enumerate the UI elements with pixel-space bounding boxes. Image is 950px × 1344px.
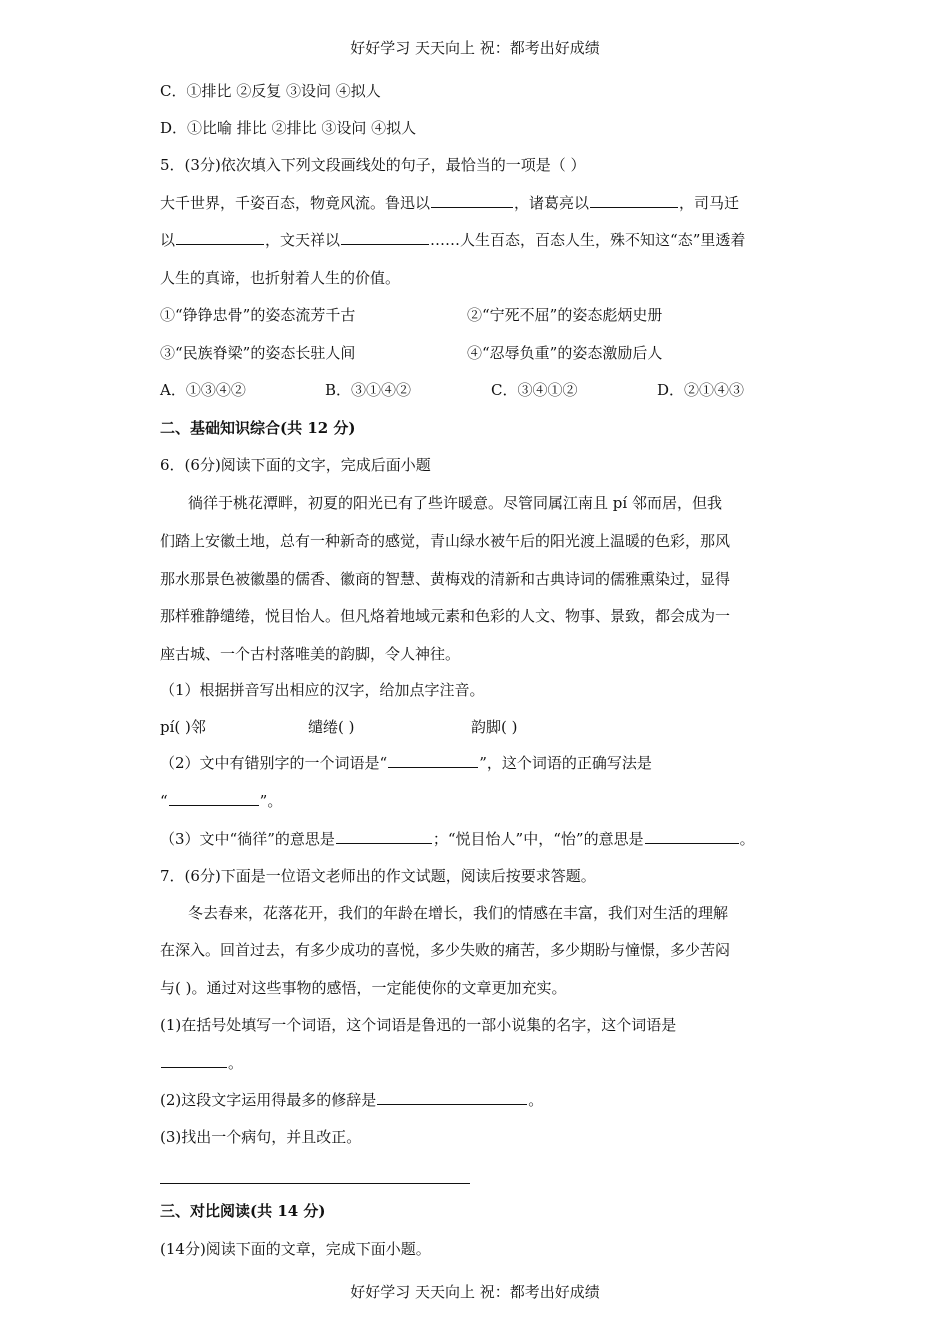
q6-text: ”，这个词语的正确写法是: [479, 754, 652, 772]
q4-option-d: D．①比喻 排比 ②排比 ③设问 ④拟人: [160, 119, 417, 137]
q6-pinyin-blank-3[interactable]: 韵脚( ): [471, 718, 518, 736]
q6-sub-2-line-2: [160, 791, 282, 811]
q6-text: ”。: [259, 792, 283, 810]
answer-blank[interactable]: [590, 193, 678, 208]
q5-choice-a[interactable]: A．①③④②: [160, 381, 246, 399]
q5-choice-d[interactable]: D．②①④③: [657, 381, 745, 399]
q7-passage-line-2: 在深入。回首过去，有多少成功的喜悦，多少失败的痛苦，多少期盼与憧憬，多少苦闷: [160, 941, 731, 959]
q6-passage-line-5: 座古城、一个古村落唯美的韵脚，令人神往。: [160, 645, 461, 663]
q5-paragraph-line-2: [160, 230, 745, 250]
q7-answer-line[interactable]: [160, 1183, 470, 1184]
q5-text: ，诸葛亮以: [514, 194, 590, 212]
q6-passage-line-4: 那样雅静缱绻，悦目怡人。但凡烙着地域元素和色彩的人文、物事、景致，都会成为一: [160, 607, 731, 625]
answer-blank[interactable]: [645, 829, 739, 844]
q6-passage-line-1: 徜徉于桃花潭畔，初夏的阳光已有了些许暖意。尽管同属江南且 pí 邻而居，但我: [188, 494, 722, 512]
q6-pinyin-blank-1[interactable]: pí( )邻: [160, 718, 206, 736]
q7-text: (2)这段文字运用得最多的修辞是: [160, 1091, 377, 1109]
q5-text: ，文天祥以: [265, 231, 341, 249]
q5-paragraph-line-1: [160, 193, 739, 213]
section-3-title: 三、对比阅读(共 14 分): [160, 1202, 326, 1220]
q5-choice-c[interactable]: C．③④①②: [491, 381, 578, 399]
page-header: 好好学习 天天向上 祝：都考出好成绩: [350, 39, 600, 57]
q5-text: ……人生百态，百态人生，殊不知这“态”里透着: [430, 231, 746, 249]
answer-blank[interactable]: [431, 193, 513, 208]
q5-item-3: ③“民族脊梁”的姿态长驻人间: [160, 344, 356, 362]
q7-sub-1-answer: [160, 1053, 243, 1073]
q7-sub-2: [160, 1090, 543, 1110]
q8-stem: (14分)阅读下面的文章，完成下面小题。: [160, 1240, 431, 1258]
q6-passage-line-2: 们踏上安徽土地，总有一种新奇的感觉，青山绿水被午后的阳光渡上温暖的色彩，那风: [160, 532, 731, 550]
answer-blank[interactable]: [169, 791, 259, 806]
q7-sub-3: (3)找出一个病句，并且改正。: [160, 1128, 362, 1146]
q5-text: ，司马迁: [679, 194, 740, 212]
q6-text: ；“悦目怡人”中，“怡”的意思是: [432, 830, 644, 848]
q5-stem: 5．(3分)依次填入下列文段画线处的句子，最恰当的一项是（ ）: [160, 156, 586, 174]
q5-item-4: ④“忍辱负重”的姿态激励后人: [467, 344, 663, 362]
q6-text: 。: [739, 830, 755, 848]
section-2-title: 二、基础知识综合(共 12 分): [160, 419, 356, 437]
q5-text: 大千世界，千姿百态，物竟风流。鲁迅以: [160, 194, 431, 212]
q6-text: （3）文中“徜徉”的意思是: [160, 830, 335, 848]
q6-stem: 6．(6分)阅读下面的文字，完成后面小题: [160, 456, 431, 474]
answer-blank[interactable]: [176, 230, 264, 245]
q7-passage-line-3: 与( )。通过对这些事物的感悟，一定能使你的文章更加充实。: [160, 979, 567, 997]
page-footer: 好好学习 天天向上 祝：都考出好成绩: [350, 1283, 600, 1301]
q6-pinyin-blank-2[interactable]: 缱绻( ): [308, 718, 355, 736]
q7-passage-line-1: 冬去春来，花落花开，我们的年龄在增长，我们的情感在丰富，我们对生活的理解: [188, 904, 729, 922]
answer-blank[interactable]: [341, 230, 429, 245]
q6-passage-line-3: 那水那景色被徽墨的儒香、徽商的智慧、黄梅戏的清新和古典诗词的儒雅熏染过，显得: [160, 570, 731, 588]
q6-sub-3: [160, 829, 755, 849]
answer-blank[interactable]: [388, 753, 478, 768]
q5-item-1: ①“铮铮忠骨”的姿态流芳千古: [160, 306, 356, 324]
q6-text: （2）文中有错别字的一个词语是“: [160, 754, 388, 772]
answer-blank[interactable]: [336, 829, 432, 844]
q6-text: “: [160, 792, 168, 810]
q6-sub-2-line-1: [160, 753, 652, 773]
q5-text: 以: [160, 231, 176, 249]
q5-item-2: ②“宁死不屈”的姿态彪炳史册: [467, 306, 663, 324]
q5-paragraph-line-3: 人生的真谛，也折射着人生的价值。: [160, 269, 401, 287]
answer-blank[interactable]: [377, 1090, 527, 1105]
q7-stem: 7．(6分)下面是一位语文老师出的作文试题，阅读后按要求答题。: [160, 867, 596, 885]
q5-choice-b[interactable]: B．③①④②: [325, 381, 412, 399]
q7-text: 。: [528, 1091, 544, 1109]
q6-sub-1: （1）根据拼音写出相应的汉字，给加点字注音。: [160, 681, 485, 699]
q4-option-c: C．①排比 ②反复 ③设问 ④拟人: [160, 82, 381, 100]
answer-blank[interactable]: [161, 1053, 227, 1068]
q7-text: 。: [228, 1054, 244, 1072]
q7-sub-1: (1)在括号处填写一个词语，这个词语是鲁迅的一部小说集的名字，这个词语是: [160, 1016, 677, 1034]
